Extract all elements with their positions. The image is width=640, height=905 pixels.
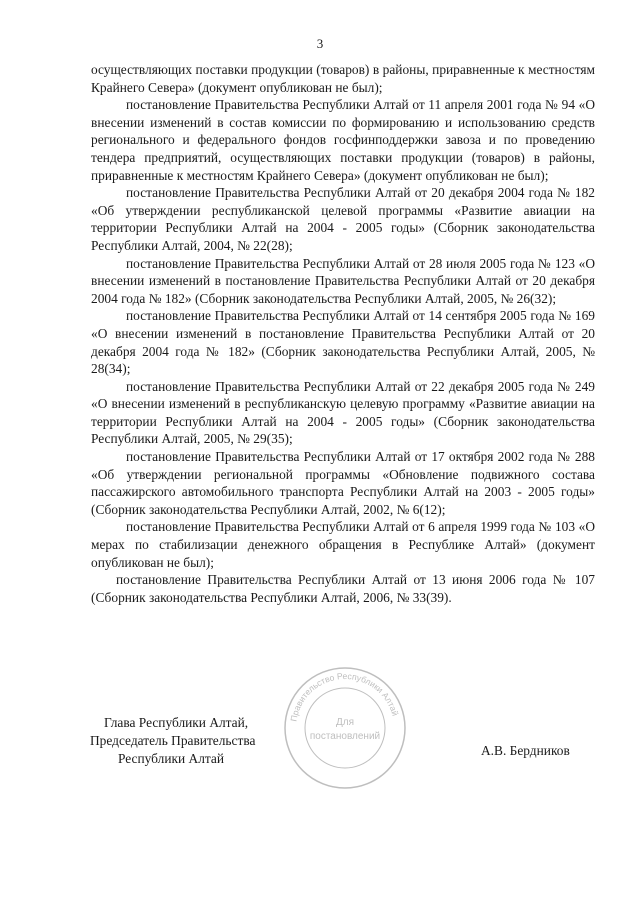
signatory-title-line: Глава Республики Алтай, bbox=[104, 715, 249, 730]
paragraph: постановление Правительства Республики Алтай от 28 июля 2005 года № 123 «О внесении изменений в постановление Правительства Республики Алтай от 20 декабря 2004 года № 182» (Сборник законодательства Республики Алтай, 2005, № 26(32); bbox=[91, 255, 595, 306]
stamp-center-line2: постановлений bbox=[309, 731, 381, 742]
signatory-title-line: Председатель Правительства bbox=[90, 733, 256, 748]
stamp-center-line1: Для bbox=[335, 717, 355, 728]
paragraph: постановление Правительства Республики Алтай от 20 декабря 2004 года № 182 «Об утверждении республиканской целевой программы «Развитие авиации на территории Республики Алтай на 2004 - 2005 годы» (Сборник законодательства Республики Алтай, 2004, № 22(28); bbox=[91, 185, 595, 253]
signatory-name: А.В. Бердников bbox=[481, 743, 570, 758]
paragraph: постановление Правительства Республики Алтай от 13 июня 2006 года № 107 (Сборник законодательства Республики Алтай, 2006, № 33(39). bbox=[91, 572, 595, 605]
paragraph: осуществляющих поставки продукции (товаров) в районы, приравненные к местностям Крайнего Севера» (документ опубликован не был); bbox=[91, 62, 595, 95]
document-body bbox=[91, 61, 595, 606]
page-number: 3 bbox=[316, 36, 324, 51]
stamp-ring-text: Правительство Республики Алтай bbox=[288, 670, 401, 723]
signatory-title-line: Республики Алтай bbox=[118, 751, 225, 766]
official-stamp bbox=[282, 665, 408, 791]
paragraph: постановление Правительства Республики Алтай от 6 апреля 1999 года № 103 «О мерах по стабилизации денежного обращения в Республике Алтай» (документ опубликован не был); bbox=[91, 519, 595, 570]
paragraph: постановление Правительства Республики Алтай от 11 апреля 2001 года № 94 «О внесении изменений в состав комиссии по формированию и использованию средств регионального и федерального фондов госфинподдержки завоза и по проведению тендера предприятий, осуществляющих поставки продукции (товаров) в районы, приравненные к местностям Крайнего Севера» (документ опубликован не был); bbox=[91, 97, 595, 183]
paragraph: постановление Правительства Республики Алтай от 14 сентября 2005 года № 169 «О внесении изменений в постановление Правительства Республики Алтай от 20 декабря 2004 года № 182» (Сборник законодательства Республики Алтай, 2005, № 28(34); bbox=[91, 308, 595, 377]
signatory-title bbox=[90, 714, 256, 768]
paragraph: постановление Правительства Республики Алтай от 17 октября 2002 года № 288 «Об утверждении региональной программы «Обновление подвижного состава пассажирского автомобильного транспорта Республики Алтай на 2003 - 2005 годы» (Сборник законодательства Республики Алтай, 2002, № 6(12); bbox=[91, 449, 595, 517]
paragraph: постановление Правительства Республики Алтай от 22 декабря 2005 года № 249 «О внесении изменений в республиканскую целевую программу «Развитие авиации на территории Республики Алтай на 2004 - 2005 годы» (Сборник законодательства Республики Алтай, 2005, № 29(35); bbox=[91, 378, 595, 447]
